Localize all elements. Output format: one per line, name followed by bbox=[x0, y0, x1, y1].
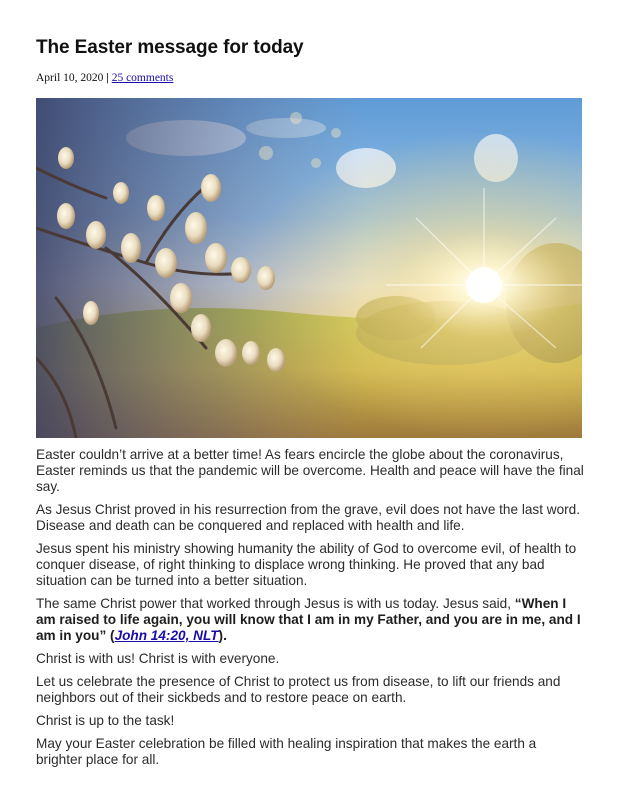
paragraph: May your Easter celebration be filled with healing inspiration that makes the earth a brighter place for all. bbox=[36, 736, 537, 767]
ref-close: ). bbox=[218, 628, 227, 643]
quote-paragraph bbox=[36, 596, 584, 644]
meta-separator: | bbox=[106, 72, 109, 84]
article-meta bbox=[36, 71, 173, 85]
paragraph: As Jesus Christ proved in his resurrection from the grave, evil does not have the last word. Disease and death can be conquered and replaced with health and life. bbox=[36, 502, 581, 533]
quote-lead: The same Christ power that worked through Jesus is with us today. Jesus said, bbox=[36, 596, 515, 611]
comments-link[interactable]: 25 comments bbox=[111, 72, 174, 84]
scripture-reference-link[interactable]: John 14:20, NLT bbox=[114, 628, 219, 643]
hero-image bbox=[36, 98, 582, 438]
paragraph: Easter couldn’t arrive at a better time! As fears encircle the globe about the coronavirus, Easter reminds us that the pandemic will be overcome. Health and peace will have the final say. bbox=[36, 447, 584, 494]
article-body bbox=[36, 447, 584, 775]
article-title: The Easter message for today bbox=[36, 37, 304, 58]
paragraph: Let us celebrate the presence of Christ to protect us from disease, to lift our friends and neighbors out of their sickbeds and to restore peace on earth. bbox=[36, 674, 561, 705]
scripture-quote: “When I am raised to life again, you will know that I am in my Father, and you are in me, and I am in you” bbox=[36, 596, 581, 643]
paragraph: Christ is up to the task! bbox=[36, 713, 175, 728]
publish-date: April 10, 2020 bbox=[36, 72, 104, 84]
ref-open: ( bbox=[106, 628, 115, 643]
paragraph: Jesus spent his ministry showing humanity the ability of God to overcome evil, of health to conquer disease, of right thinking to displace wrong thinking. He proved that any bad situation can be turned into a better situation. bbox=[36, 541, 577, 588]
paragraph: Christ is with us! Christ is with everyone. bbox=[36, 651, 280, 666]
